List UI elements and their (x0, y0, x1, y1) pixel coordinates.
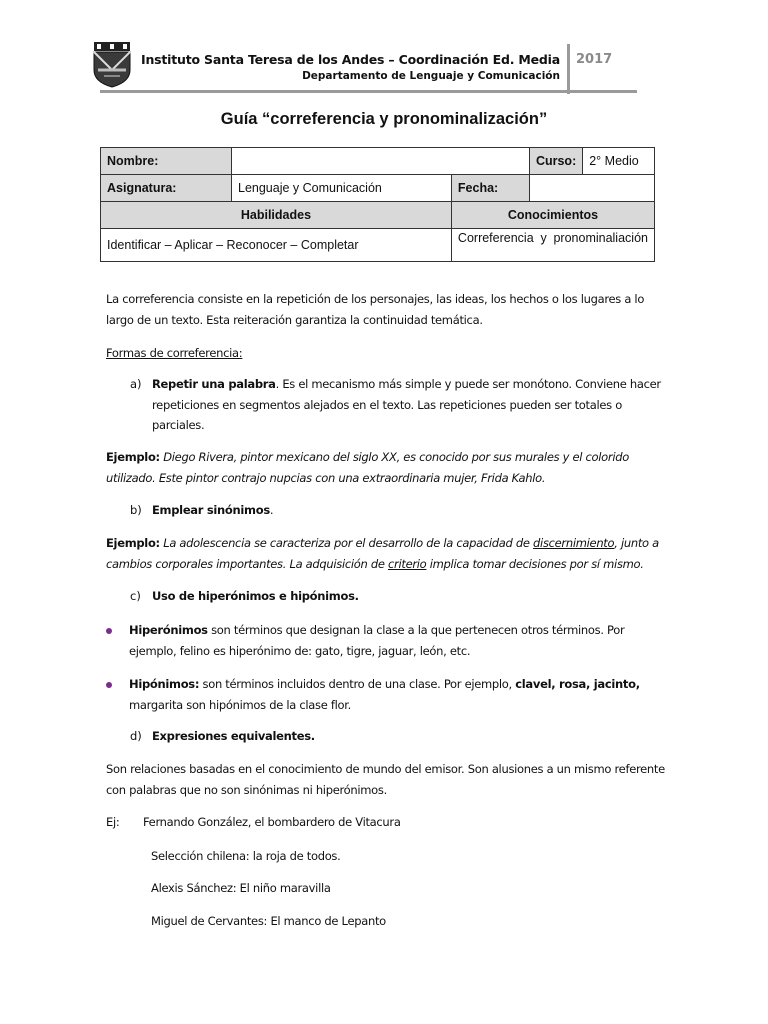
ejemplo-2-text-2: , junto a cambios corporales importantes. La adquisición de (106, 536, 659, 571)
intro-paragraph: La correferencia consiste en la repetición de los personajes, las ideas, los hechos o los lugares a lo largo de un texto. Esta reiteración garantiza la continuidad temática. (106, 292, 645, 327)
example-item: Alexis Sánchez: El niño maravilla (151, 881, 331, 895)
ejemplo-2-underlined-1: discernimiento (533, 536, 615, 550)
department-name: Departamento de Lenguaje y Comunicación (302, 70, 560, 82)
item-a-title: Repetir una palabra (152, 377, 276, 391)
item-b-marker: b) (130, 503, 142, 517)
item-a-text: . Es el mecanismo más simple y puede ser monótono. Conviene hacer repeticiones en segmentos alejados en el texto. Las repeticiones pueden ser totales o parciales. (152, 377, 661, 432)
item-d (152, 726, 662, 747)
item-d-marker: d) (130, 729, 142, 743)
header-divider-horizontal (100, 90, 637, 93)
ej-label: Ej: (106, 815, 120, 829)
asignatura-label: Asignatura: (101, 175, 232, 202)
bullet-hiponimos (129, 674, 664, 715)
header-divider-vertical (567, 44, 570, 94)
nombre-label: Nombre: (101, 148, 232, 175)
item-c (152, 586, 662, 607)
hiponimos-text-1: son términos incluidos dentro de una clase. Por ejemplo, (199, 677, 516, 691)
hiponimos-text-2: margarita son hipónimos de la clase flor. (129, 697, 351, 712)
relaciones-paragraph: Son relaciones basadas en el conocimiento de mundo del emisor. Son alusiones a un mismo referente con palabras que no son sinónimas ni hiperónimos. (106, 762, 665, 797)
example-item: Miguel de Cervantes: El manco de Lepanto (151, 914, 386, 928)
bullet-hiperonimos (129, 620, 664, 661)
ejemplo-1 (106, 447, 666, 488)
habilidades-value: Identificar – Aplicar – Reconocer – Completar (101, 229, 452, 262)
example-item: Selección chilena: la roja de todos. (151, 849, 341, 863)
item-b-title: Emplear sinónimos (152, 503, 270, 517)
habilidades-header: Habilidades (101, 202, 452, 229)
conocimientos-header: Conocimientos (451, 202, 654, 229)
hiperonimos-term: Hiperónimos (129, 623, 208, 637)
conocimientos-word: y (540, 231, 547, 245)
hiperonimos-text: son términos que designan la clase a la que pertenecen otros términos. Por ejemplo, felino es hiperónimo de: gato, tigre, jaguar, león, etc. (129, 623, 625, 658)
ejemplo-2 (106, 533, 666, 574)
curso-label: Curso: (529, 148, 582, 175)
conocimientos-word: Correferencia (457, 231, 534, 245)
item-d-title: Expresiones equivalentes. (152, 729, 315, 743)
formas-heading-line (106, 343, 666, 364)
bullet-dot (106, 628, 112, 634)
ejemplo-2-text-1: La adolescencia se caracteriza por el desarrollo de la capacidad de (159, 536, 534, 550)
item-b-tail: . (269, 503, 274, 517)
item-a-marker: a) (130, 377, 142, 391)
formas-heading: Formas de correferencia: (106, 346, 243, 360)
nombre-field[interactable] (232, 148, 530, 175)
ejemplo-1-label: Ejemplo: (106, 450, 160, 464)
fecha-field[interactable] (529, 175, 654, 202)
item-c-marker: c) (130, 589, 141, 603)
fecha-label: Fecha: (451, 175, 529, 202)
asignatura-value: Lenguaje y Comunicación (232, 175, 452, 202)
ejemplo-2-underlined-2: criterio (388, 556, 427, 571)
bullet-dot (106, 682, 112, 688)
conocimientos-value (451, 229, 654, 262)
header-year: 2017 (576, 52, 613, 67)
school-name: Instituto Santa Teresa de los Andes – Coordinación Ed. Media (141, 52, 560, 67)
ejemplo-1-text: Diego Rivera, pintor mexicano del siglo XX, es conocido por sus murales y el colorido utilizado. Este pintor contrajo nupcias con una extraordinaria mujer, Frida Kahlo. (106, 450, 629, 485)
ejemplo-2-text-3: implica tomar decisiones por sí mismo. (426, 556, 644, 571)
page-title: Guía “correferencia y pronominalización” (220, 110, 548, 128)
item-b (152, 500, 662, 521)
example-item: Fernando González, el bombardero de Vitacura (143, 815, 401, 829)
hiponimos-examples: clavel, rosa, jacinto, (515, 677, 640, 691)
item-c-title: Uso de hiperónimos e hipónimos. (152, 589, 359, 603)
curso-value: 2° Medio (583, 148, 655, 175)
item-a (152, 374, 662, 436)
conocimientos-word: pronominaliación (553, 231, 648, 245)
hiponimos-term: Hipónimos: (129, 677, 200, 691)
ejemplo-2-label: Ejemplo: (106, 536, 160, 550)
student-info-table (100, 147, 655, 262)
school-crest-logo (90, 40, 134, 88)
